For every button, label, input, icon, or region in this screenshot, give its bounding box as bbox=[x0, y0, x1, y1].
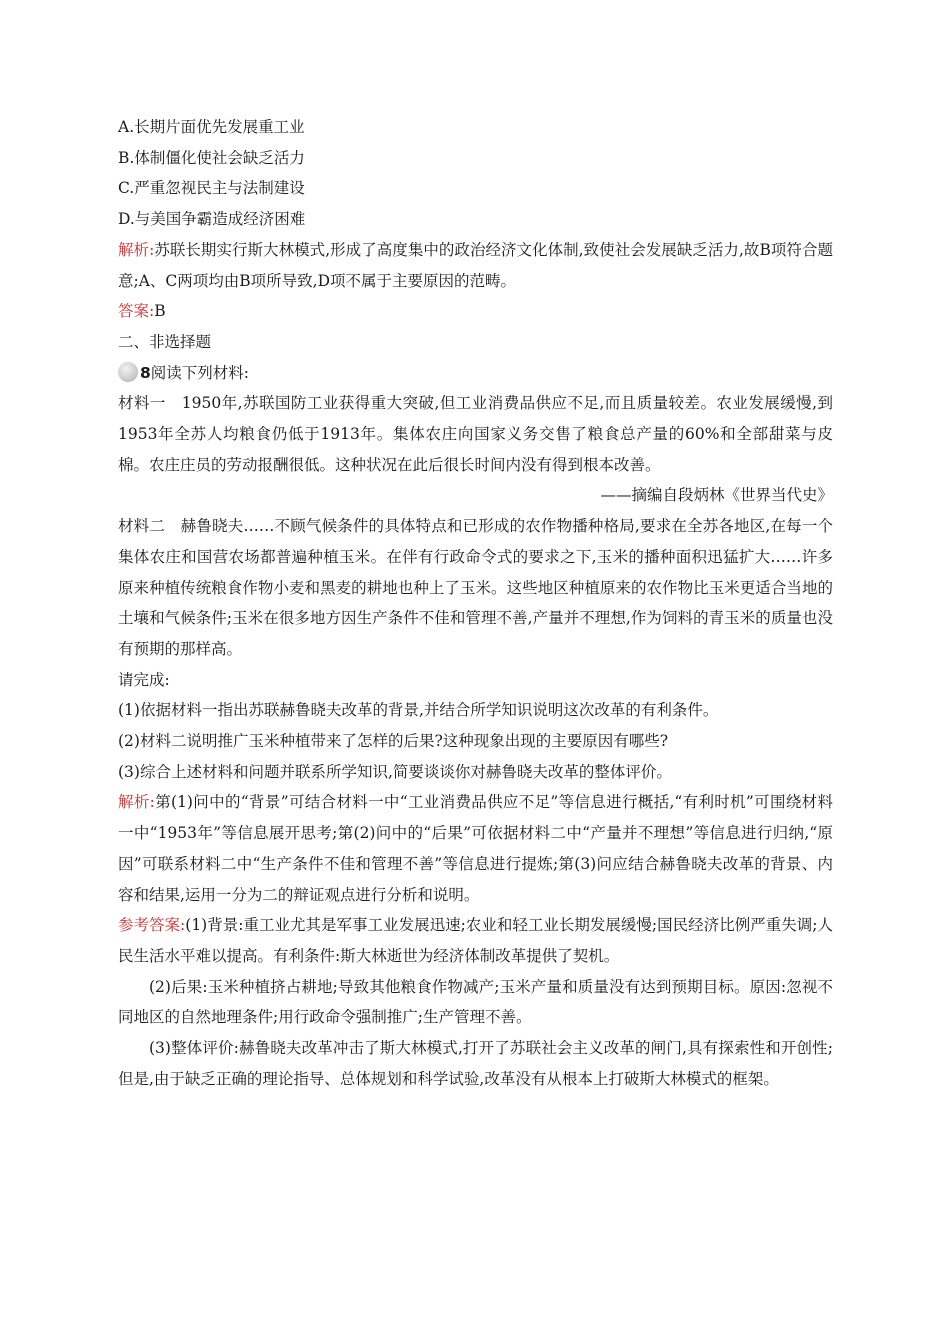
q7-analysis bbox=[118, 235, 833, 296]
q8-number: 8 bbox=[140, 363, 151, 382]
q8-reference-answer-3: (3)整体评价:赫鲁晓夫改革冲击了斯大林模式,打开了苏联社会主义改革的闸门,具有探索性和开创性;但是,由于缺乏正确的理论指导、总体规划和科学试验,改革没有从根本上打破斯大林模式的框架。 bbox=[118, 1039, 833, 1088]
q7-answer bbox=[118, 296, 833, 327]
q7-option-b: B.体制僵化使社会缺乏活力 bbox=[118, 148, 305, 167]
q7-option-d: D.与美国争霸造成经济困难 bbox=[118, 210, 306, 229]
q8-analysis bbox=[118, 787, 833, 910]
q8-header bbox=[118, 358, 833, 389]
q7-option-a: A.长期片面优先发展重工业 bbox=[118, 118, 305, 136]
question-marker-icon bbox=[118, 362, 138, 382]
q8-prompt: 阅读下列材料: bbox=[150, 363, 250, 382]
q8-reference-answer-1 bbox=[118, 910, 833, 971]
request-label: 请完成: bbox=[118, 670, 170, 689]
reference-answer-label: 参考答案: bbox=[118, 916, 186, 935]
document-page bbox=[118, 112, 833, 1095]
analysis-text: 第(1)问中的“背景”可结合材料一中“工业消费品供应不足”等信息进行概括,“有利时机”可围绕材料一中“1953年”等信息展开思考;第(2)问中的“后果”可依据材料二中“产量并不理想”等信息进行归纳,“原因”可联系材料二中“生产条件不佳和管理不善”等信息进行提炼;第(3)问应结合赫鲁晓夫改革的背景、内容和结果,运用一分为二的辩证观点进行分析和说明。 bbox=[118, 793, 833, 904]
question-1: (1)依据材料一指出苏联赫鲁晓夫改革的背景,并结合所学知识说明这次改革的有利条件。 bbox=[118, 701, 719, 720]
answer-text: B bbox=[154, 302, 166, 321]
material-1-source: ——摘编自段炳林《世界当代史》 bbox=[600, 486, 833, 505]
material-1: 材料一 1950年,苏联国防工业获得重大突破,但工业消费品供应不足,而且质量较差。农业发展缓慢,到1953年全苏人均粮食仍低于1913年。集体农庄向国家义务交售了粮食总产量的60%和全部甜菜与皮棉。农庄庄员的劳动报酬很低。这种状况在此后很长时间内没有得到根本改善。 bbox=[118, 394, 833, 474]
question-3: (3)综合上述材料和问题并联系所学知识,简要谈谈你对赫鲁晓夫改革的整体评价。 bbox=[118, 762, 672, 781]
answer-label: 答案: bbox=[118, 302, 155, 321]
analysis-text: 苏联长期实行斯大林模式,形成了高度集中的政治经济文化体制,致使社会发展缺乏活力,故B项符合题意;A、C两项均由B项所导致,D项不属于主要原因的范畴。 bbox=[118, 240, 833, 290]
analysis-label: 解析: bbox=[118, 793, 155, 812]
reference-answer-1-text: (1)背景:重工业尤其是军事工业发展迅速;农业和轻工业长期发展缓慢;国民经济比例严重失调;人民生活水平难以提高。有利条件:斯大林逝世为经济体制改革提供了契机。 bbox=[118, 916, 833, 965]
q8-reference-answer-2: (2)后果:玉米种植挤占耕地;导致其他粮食作物减产;玉米产量和质量没有达到预期目标。原因:忽视不同地区的自然地理条件;用行政命令强制推广;生产管理不善。 bbox=[118, 977, 833, 1027]
section-title: 二、非选择题 bbox=[118, 332, 212, 351]
analysis-label: 解析: bbox=[118, 240, 155, 259]
question-2: (2)材料二说明推广玉米种植带来了怎样的后果?这种现象出现的主要原因有哪些? bbox=[118, 732, 669, 751]
material-2: 材料二 赫鲁晓夫……不顾气候条件的具体特点和已形成的农作物播种格局,要求在全苏各地区,在每一个集体农庄和国营农场都普遍种植玉米。在伴有行政命令式的要求之下,玉米的播种面积迅猛扩大……许多原来种植传统粮食作物小麦和黑麦的耕地也种上了玉米。这些地区种植原来的农作物比玉米更适合当地的土壤和气候条件;玉米在很多地方因生产条件不佳和管理不善,产量并不理想,作为饲料的青玉米的质量也没有预期的那样高。 bbox=[118, 517, 833, 658]
q7-option-c: C.严重忽视民主与法制建设 bbox=[118, 179, 305, 198]
